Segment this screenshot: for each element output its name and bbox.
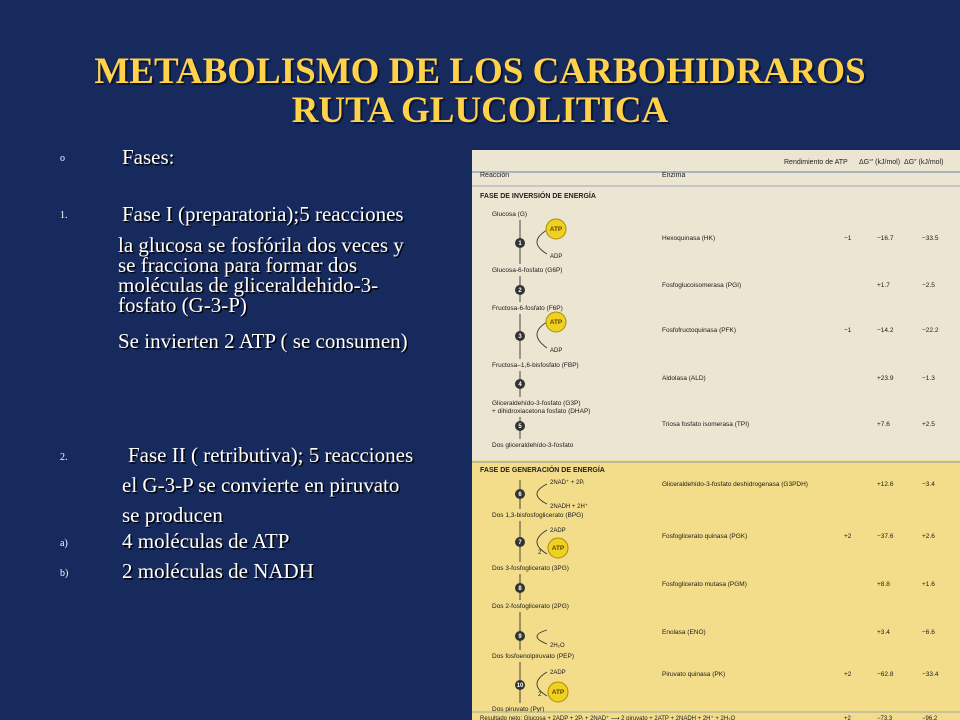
row-dg: −6.6	[922, 629, 935, 636]
fase1-heading: Fase I (preparatoria);5 reacciones	[122, 202, 404, 226]
phase2-label: FASE DE GENERACIÓN DE ENERGÍA	[480, 467, 605, 474]
step-5: 5	[518, 424, 522, 430]
step-8: 8	[518, 586, 522, 592]
row-dg0: −16.7	[877, 235, 894, 242]
step-2: 2	[518, 288, 522, 294]
row-dg: −2.5	[922, 282, 935, 289]
list-marker-1: 1.	[60, 210, 68, 221]
metabolite-g6p: Glucosa-6-fosfato (G6P)	[492, 267, 563, 274]
row-atp: +2	[844, 671, 852, 678]
row-atp: +2	[844, 533, 852, 540]
row-enzyme: Triosa fosfato isomerasa (TPI)	[662, 421, 750, 428]
row-dg: −3.4	[922, 481, 935, 488]
metabolite-pyr: Dos piruvato (Pyr)	[492, 706, 545, 713]
atp-count-10: 2	[538, 692, 542, 698]
fase2-heading: Fase II ( retributiva); 5 reacciones	[128, 443, 414, 467]
row-dg0: +3.4	[877, 629, 890, 636]
atp-badge-10: ATP	[551, 689, 565, 696]
slide-title	[0, 52, 960, 130]
row-enzyme: Fosfoglucoisomerasa (PGI)	[662, 282, 742, 289]
nadh-label: 2NADH + 2H⁺	[550, 504, 589, 510]
adp2-label-10: 2ADP	[550, 670, 566, 676]
row-dg0: +1.7	[877, 282, 890, 289]
row-atp: −1	[844, 235, 852, 242]
h2o-label: 2H₂O	[550, 643, 565, 649]
item-nadh: 2 moléculas de NADH	[122, 559, 314, 583]
fase1-atp-note: Se invierten 2 ATP ( se consumen)	[118, 329, 408, 353]
metabolite-dos-g3p: Dos gliceraldehído-3-fosfato	[492, 442, 574, 449]
fase1-desc-line: se fracciona para formar dos	[118, 253, 358, 277]
metabolite-3pg: Dos 3-fosfoglicerato (3PG)	[492, 565, 569, 572]
fases-heading: Fases:	[122, 145, 175, 169]
metabolite-pep: Dos fosfoenolpiruvato (PEP)	[492, 653, 575, 660]
list-marker-2: 2.	[60, 452, 68, 463]
row-enzyme: Fosfofructoquinasa (PFK)	[662, 327, 737, 334]
row-enzyme: Aldolasa (ALD)	[662, 375, 706, 382]
net-dg: −96.2	[922, 716, 938, 720]
adp-label-3: ADP	[550, 348, 563, 354]
glycolysis-figure	[472, 150, 960, 720]
metabolite-fbp: Fructosa–1,6-bisfosfato (FBP)	[492, 362, 579, 369]
figure-bottom-background	[472, 460, 960, 720]
row-dg: −1.3	[922, 375, 935, 382]
metabolite-2pg: Dos 2-fosfoglicerato (2PG)	[492, 603, 569, 610]
list-marker-a: a)	[60, 538, 68, 549]
step-9: 9	[518, 634, 522, 640]
step-3: 3	[518, 334, 522, 340]
metabolite-dhap: + dihidroxiacetona fosfato (DHAP)	[492, 408, 591, 415]
net-equation: Resultado neto: Glucosa + 2ADP + 2Pᵢ + 2NAD⁺ ⟶ 2 piruvato + 2ATP + 2NADH + 2H⁺ + 2H₂O	[480, 716, 736, 720]
row-dg0: +12.6	[877, 481, 894, 488]
row-enzyme: Enolasa (ENO)	[662, 629, 706, 636]
row-dg: +2.6	[922, 533, 935, 540]
slide-title-line1: METABOLISMO DE LOS CARBOHIDRAROS	[94, 51, 866, 92]
row-dg0: +23.9	[877, 375, 894, 382]
metabolite-g3p: Gliceraldehído-3-fosfato (G3P)	[492, 400, 581, 407]
row-enzyme: Piruvato quinasa (PK)	[662, 671, 726, 678]
row-dg0: +8.8	[877, 581, 890, 588]
net-dg0: −73.3	[877, 716, 893, 720]
header-enzima: Enzima	[662, 172, 686, 179]
row-dg0: +7.6	[877, 421, 890, 428]
atp-badge-7: ATP	[551, 545, 565, 552]
row-dg0: −14.2	[877, 327, 894, 334]
row-enzyme: Fosfoglicerato quinasa (PGK)	[662, 533, 748, 540]
fase2-desc-line: se producen	[122, 503, 223, 527]
list-marker-b: b)	[60, 568, 69, 579]
step-4: 4	[518, 382, 522, 388]
row-dg0: −37.6	[877, 533, 894, 540]
row-dg: −33.5	[922, 235, 939, 242]
atp-count-7: 2	[538, 550, 542, 556]
row-dg: +2.5	[922, 421, 935, 428]
metabolite-glucosa: Glucosa (G)	[492, 211, 528, 218]
bullet-marker: o	[60, 153, 65, 164]
net-atp: +2	[844, 716, 851, 720]
adp-label-1: ADP	[550, 254, 563, 260]
item-atp: 4 moléculas de ATP	[122, 529, 290, 553]
phase1-label: FASE DE INVERSIÓN DE ENERGÍA	[480, 193, 596, 200]
nad-label: 2NAD⁺ + 2Pᵢ	[550, 480, 585, 486]
header-rendimiento: Rendimiento de ATP	[784, 159, 848, 166]
fase1-desc-line: la glucosa se fosfórila dos veces y	[118, 233, 404, 257]
row-dg: −33.4	[922, 671, 939, 678]
row-enzyme: Gliceraldehído-3-fosfato deshidrogenasa (G3PDH)	[662, 481, 808, 488]
metabolite-f6p: Fructosa-6-fosfato (F6P)	[492, 305, 563, 312]
slide-title-line2: RUTA GLUCOLITICA	[291, 90, 669, 131]
step-6: 6	[518, 492, 522, 498]
row-dg: +1.6	[922, 581, 935, 588]
fase1-desc-line: moléculas de gliceraldehido-3-	[118, 273, 379, 297]
atp-badge-1: ATP	[549, 226, 563, 233]
header-dg0: ΔG°′ (kJ/mol)	[859, 159, 901, 166]
fase2-desc-line: el G-3-P se convierte en piruvato	[122, 473, 400, 497]
step-10: 10	[516, 683, 524, 689]
adp2-label-7: 2ADP	[550, 528, 566, 534]
row-dg0: −62.8	[877, 671, 894, 678]
fase1-desc-line: fosfato (G-3-P)	[118, 293, 247, 317]
row-dg: −22.2	[922, 327, 939, 334]
row-atp: −1	[844, 327, 852, 334]
metabolite-bpg: Dos 1,3-bisfosfoglicerato (BPG)	[492, 512, 584, 519]
step-7: 7	[518, 540, 522, 546]
row-enzyme: Fosfoglicerato mutasa (PGM)	[662, 581, 747, 588]
step-1: 1	[518, 241, 522, 247]
atp-badge-3: ATP	[549, 319, 563, 326]
header-dg: ΔG″ (kJ/mol)	[904, 159, 944, 166]
header-reaccion: Reacción	[480, 172, 510, 179]
row-enzyme: Hexoquinasa (HK)	[662, 235, 716, 242]
